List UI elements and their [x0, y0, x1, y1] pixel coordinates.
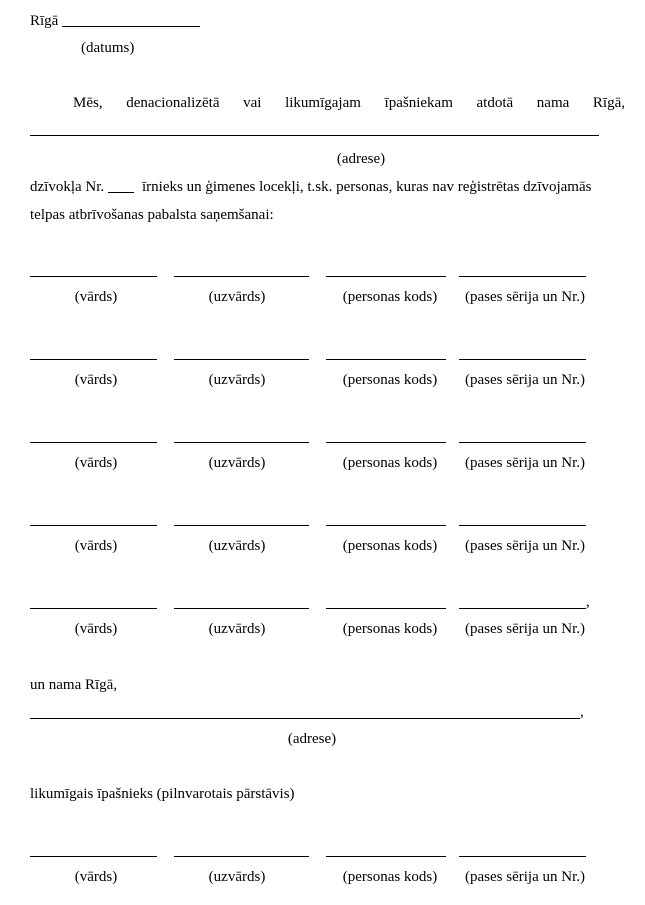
name-label: (vārds)	[74, 455, 118, 471]
name-field[interactable]	[30, 359, 157, 360]
passport-label: (pases sērija un Nr.)	[465, 869, 585, 885]
surname-field[interactable]	[174, 359, 309, 360]
surname-label: (uzvārds)	[208, 289, 266, 305]
name-field[interactable]	[30, 276, 157, 277]
name-field[interactable]	[30, 525, 157, 526]
apartment-label: dzīvokļa Nr.	[30, 179, 105, 195]
passport-field[interactable]	[459, 276, 586, 277]
house-text: un nama Rīgā,	[30, 677, 118, 693]
personal-code-field[interactable]	[326, 276, 446, 277]
personal-code-field[interactable]	[326, 359, 446, 360]
personal-code-field[interactable]	[326, 856, 446, 857]
surname-field[interactable]	[174, 442, 309, 443]
personal-code-label: (personas kods)	[342, 372, 438, 388]
surname-label: (uzvārds)	[208, 372, 266, 388]
owner-label: likumīgais īpašnieks (pilnvarotais pārstāvis)	[30, 786, 295, 802]
house-address-field[interactable]	[30, 718, 580, 719]
intro-sentence: Mēs, denacionalizētā vai likumīgajam īpašniekam atdotā nama Rīgā,	[73, 95, 625, 111]
personal-code-label: (personas kods)	[342, 869, 438, 885]
surname-label: (uzvārds)	[208, 869, 266, 885]
passport-field[interactable]	[459, 525, 586, 526]
trailing-comma: ,	[580, 704, 584, 720]
personal-code-label: (personas kods)	[342, 538, 438, 554]
apartment-number-field[interactable]	[108, 192, 134, 193]
personal-code-field[interactable]	[326, 442, 446, 443]
name-field[interactable]	[30, 608, 157, 609]
name-label: (vārds)	[74, 538, 118, 554]
personal-code-label: (personas kods)	[342, 289, 438, 305]
name-field[interactable]	[30, 442, 157, 443]
passport-field[interactable]	[459, 442, 586, 443]
surname-label: (uzvārds)	[208, 455, 266, 471]
house-address-label: (adrese)	[287, 731, 337, 747]
date-field[interactable]	[62, 26, 200, 27]
city-label: Rīgā	[30, 13, 59, 29]
passport-label: (pases sērija un Nr.)	[465, 289, 585, 305]
passport-label: (pases sērija un Nr.)	[465, 372, 585, 388]
passport-label: (pases sērija un Nr.)	[465, 455, 585, 471]
allowance-text: telpas atbrīvošanas pabalsta saņemšanai:	[30, 207, 274, 223]
passport-field[interactable]	[459, 856, 586, 857]
passport-label: (pases sērija un Nr.)	[465, 538, 585, 554]
personal-code-field[interactable]	[326, 608, 446, 609]
passport-field[interactable]	[459, 608, 586, 609]
name-label: (vārds)	[74, 372, 118, 388]
name-field[interactable]	[30, 856, 157, 857]
date-label: (datums)	[81, 40, 135, 56]
tenant-text: īrnieks un ģimenes locekļi, t.sk. personas, kuras nav reģistrētas dzīvojamās	[142, 179, 592, 195]
name-label: (vārds)	[74, 289, 118, 305]
personal-code-label: (personas kods)	[342, 621, 438, 637]
personal-code-label: (personas kods)	[342, 455, 438, 471]
intro-address-label: (adrese)	[336, 151, 386, 167]
name-label: (vārds)	[74, 869, 118, 885]
name-label: (vārds)	[74, 621, 118, 637]
passport-field[interactable]	[459, 359, 586, 360]
passport-label: (pases sērija un Nr.)	[465, 621, 585, 637]
surname-field[interactable]	[174, 525, 309, 526]
surname-field[interactable]	[174, 276, 309, 277]
surname-field[interactable]	[174, 608, 309, 609]
surname-label: (uzvārds)	[208, 621, 266, 637]
surname-label: (uzvārds)	[208, 538, 266, 554]
personal-code-field[interactable]	[326, 525, 446, 526]
intro-address-field[interactable]	[30, 135, 599, 136]
surname-field[interactable]	[174, 856, 309, 857]
trailing-comma: ,	[586, 594, 590, 610]
